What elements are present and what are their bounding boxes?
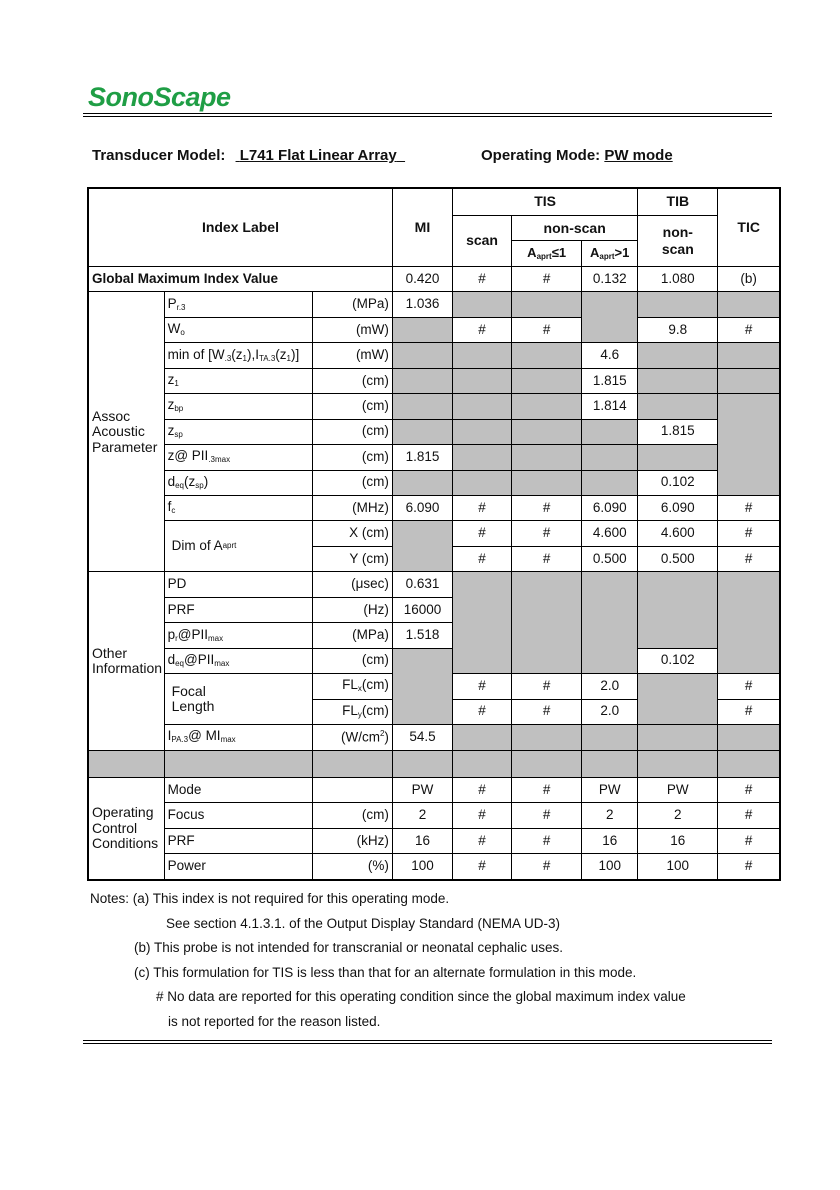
param-power: Power	[164, 854, 312, 880]
cell-scan: #	[453, 546, 512, 571]
cell-tib: 100	[638, 854, 718, 880]
cell-tib: 0.102	[638, 470, 718, 495]
cell-le: #	[512, 521, 582, 546]
cell-gt: 2	[582, 803, 638, 828]
cell-mi: 16	[392, 828, 452, 853]
cell-le: #	[512, 674, 582, 699]
unit: $FL_y(cm)$	[312, 699, 392, 724]
note-hash-detail: is not reported for the reason listed.	[168, 1013, 381, 1029]
cell-tic: #	[718, 854, 780, 880]
cell-tib: 9.8	[638, 317, 718, 342]
cell-gt: 6.090	[582, 495, 638, 520]
cell-mi: 16000	[392, 597, 452, 622]
unit: X (cm)	[312, 521, 392, 546]
cell-mi: 2	[392, 803, 452, 828]
unit: (MHz)	[312, 495, 392, 520]
group-other-information: Other Information	[88, 572, 164, 750]
table-row	[88, 854, 780, 880]
unit: (cm)	[312, 470, 392, 495]
cell-le: #	[512, 317, 582, 342]
table-row	[88, 266, 780, 291]
table-row	[88, 419, 780, 444]
tis-header: TIS	[453, 188, 638, 215]
cell-mi: 100	[392, 854, 452, 880]
cell-mi: 6.090	[392, 495, 452, 520]
cell-mi: 1.815	[392, 445, 452, 470]
cell-mi: 0.420	[392, 266, 452, 291]
cell-tic: #	[718, 521, 780, 546]
cell-le: #	[512, 266, 582, 291]
table-row	[88, 648, 780, 673]
aaprt-le-header: $A_{aprt}\le 1$	[512, 241, 582, 266]
param-pd: PD	[164, 572, 312, 597]
cell-scan: #	[453, 317, 512, 342]
transducer-model-value: L741 Flat Linear Array	[239, 147, 397, 164]
unit: (mW)	[312, 343, 392, 368]
global-max-label: Global Maximum Index Value	[88, 266, 392, 291]
sonoscape-logo: SonoScape	[88, 82, 231, 112]
cell-le: #	[512, 854, 582, 880]
unit: (%)	[312, 854, 392, 880]
cell-mi: 1.036	[392, 292, 452, 317]
notes	[90, 887, 686, 1034]
cell-gt: 1.814	[582, 394, 638, 419]
unit: (cm)	[312, 394, 392, 419]
param-wo: $W_o$	[164, 317, 312, 342]
tic-header: TIC	[718, 188, 780, 266]
param-ipa3: $I_{PA.3}@$ $MI_{max}$	[164, 725, 312, 750]
param-mode: Mode	[164, 777, 312, 802]
cell-mi: 54.5	[392, 725, 452, 750]
cell-gt: 2.0	[582, 699, 638, 724]
cell-le: #	[512, 777, 582, 802]
table-row	[88, 725, 780, 750]
cell-le: #	[512, 699, 582, 724]
cell-le: #	[512, 546, 582, 571]
operating-mode-label: Operating Mode:	[481, 147, 601, 164]
transducer-model	[92, 147, 405, 164]
unit: (cm)	[312, 368, 392, 393]
note-hash: # No data are reported for this operating condition since the global maximum index value	[156, 989, 686, 1004]
cell-gt: 4.600	[582, 521, 638, 546]
cell-scan: #	[453, 266, 512, 291]
header-rule	[83, 113, 772, 117]
cell-scan: #	[453, 674, 512, 699]
footer-rule	[83, 1040, 772, 1044]
cell-gt: 16	[582, 828, 638, 853]
scan-header: scan	[453, 215, 512, 266]
table-row	[88, 572, 780, 597]
unit: (μsec)	[312, 572, 392, 597]
tib-non-scan-header: non- scan	[638, 215, 718, 266]
group-assoc-acoustic-parameter: Assoc Acoustic Parameter	[88, 292, 164, 572]
operating-mode-value: PW mode	[604, 147, 673, 164]
mi-header: MI	[392, 188, 452, 266]
unit: (Hz)	[312, 597, 392, 622]
param-z1: $z_1$	[164, 368, 312, 393]
group-operating-control-conditions: Operating Control Conditions	[88, 777, 164, 880]
cell-tic: #	[718, 828, 780, 853]
param-deq-pii: $d_{eq}@PII_{max}$	[164, 648, 312, 673]
table-row	[88, 803, 780, 828]
unit: (MPa)	[312, 623, 392, 648]
table-row	[88, 368, 780, 393]
cell-gt: 100	[582, 854, 638, 880]
cell-scan: #	[453, 521, 512, 546]
cell-tib: 1.815	[638, 419, 718, 444]
param-prf-khz: PRF	[164, 828, 312, 853]
cell-scan: #	[453, 777, 512, 802]
unit: (kHz)	[312, 828, 392, 853]
param-zbp: $z_{bp}$	[164, 394, 312, 419]
table-row	[88, 828, 780, 853]
note-a-detail: See section 4.1.3.1. of the Output Display Standard (NEMA UD-3)	[166, 915, 560, 931]
unit: (cm)	[312, 419, 392, 444]
cell-tib: 6.090	[638, 495, 718, 520]
tib-header: TIB	[638, 188, 718, 215]
table-row	[88, 777, 780, 802]
unit: (cm)	[312, 803, 392, 828]
unit: (cm)	[312, 648, 392, 673]
param-fc: $f_c$	[164, 495, 312, 520]
table-row	[88, 470, 780, 495]
table-row	[88, 521, 780, 546]
table-row	[88, 343, 780, 368]
table-row	[88, 495, 780, 520]
note-b: (b) This probe is not intended for transcranial or neonatal cephalic uses.	[134, 940, 563, 955]
param-z-pii: z@ $PII_{.3max}$	[164, 445, 312, 470]
note-a: Notes: (a) This index is not required for this operating mode.	[90, 891, 450, 906]
cell-le: #	[512, 495, 582, 520]
param-pr3: $P_{r.3}$	[164, 292, 312, 317]
cell-le: #	[512, 803, 582, 828]
unit: (MPa)	[312, 292, 392, 317]
separator-row	[88, 750, 780, 777]
param-deq-zsp: $d_{eq}(z_{sp})$	[164, 470, 312, 495]
cell-tic: #	[718, 803, 780, 828]
cell-tic: #	[718, 495, 780, 520]
cell-tib: 0.500	[638, 546, 718, 571]
cell-tic: #	[718, 546, 780, 571]
transducer-model-label: Transducer Model:	[92, 147, 226, 164]
cell-scan: #	[453, 699, 512, 724]
cell-tic: #	[718, 317, 780, 342]
operating-mode	[481, 147, 673, 164]
cell-gt: 0.132	[582, 266, 638, 291]
param-zsp: $z_{sp}$	[164, 419, 312, 444]
cell-tib: 2	[638, 803, 718, 828]
cell-tib: 1.080	[638, 266, 718, 291]
cell-le: #	[512, 828, 582, 853]
param-focus: Focus	[164, 803, 312, 828]
header-row	[88, 188, 780, 215]
cell-gt: 4.6	[582, 343, 638, 368]
cell-scan: #	[453, 854, 512, 880]
cell-tib: PW	[638, 777, 718, 802]
cell-tic: (b)	[718, 266, 780, 291]
table-row	[88, 317, 780, 342]
aaprt-gt-header: $A_{aprt}>1$	[582, 241, 638, 266]
cell-scan: #	[453, 495, 512, 520]
param-dim-aprt: Dim of A aprt	[164, 521, 312, 572]
cell-mi: 0.631	[392, 572, 452, 597]
table-row	[88, 394, 780, 419]
non-scan-header: non-scan	[512, 215, 638, 240]
cell-gt: 0.500	[582, 546, 638, 571]
cell-tic: #	[718, 674, 780, 699]
cell-tic: #	[718, 699, 780, 724]
table-row	[88, 445, 780, 470]
unit	[312, 777, 392, 802]
cell-tic: #	[718, 777, 780, 802]
param-prf: PRF	[164, 597, 312, 622]
param-min-of: min of $[W_{.3}(z_1),I_{TA.3}(z_1)]$	[164, 343, 312, 368]
unit: (mW)	[312, 317, 392, 342]
index-label-header: Index Label	[88, 188, 392, 266]
cell-tib: 16	[638, 828, 718, 853]
unit: (cm)	[312, 445, 392, 470]
acoustic-output-table	[87, 187, 781, 881]
unit: $FL_x(cm)$	[312, 674, 392, 699]
cell-tib: 4.600	[638, 521, 718, 546]
cell-scan: #	[453, 803, 512, 828]
cell-gt: 2.0	[582, 674, 638, 699]
cell-tib: 0.102	[638, 648, 718, 673]
cell-mi: PW	[392, 777, 452, 802]
cell-scan: #	[453, 828, 512, 853]
cell-gt: 1.815	[582, 368, 638, 393]
unit: Y (cm)	[312, 546, 392, 571]
cell-mi: 1.518	[392, 623, 452, 648]
note-c: (c) This formulation for TIS is less than that for an alternate formulation in this mode.	[134, 964, 637, 980]
table-row	[88, 292, 780, 317]
cell-gt: PW	[582, 777, 638, 802]
param-pr-pii: $p_r@PII_{max}$	[164, 623, 312, 648]
param-focal-length: Focal Length	[164, 674, 312, 725]
unit: $(W/cm^2)$	[312, 725, 392, 750]
